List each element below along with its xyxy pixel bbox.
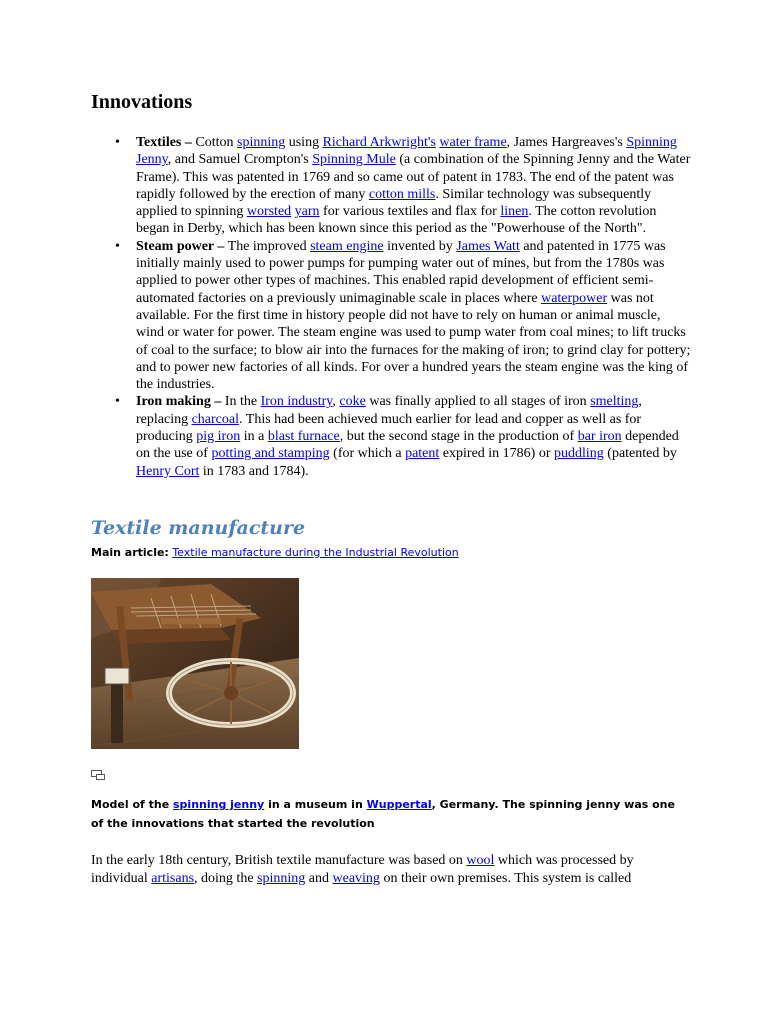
text-run: in a: [240, 429, 268, 445]
enlarge-glyph: [90, 769, 106, 781]
text-run: expired in 1786) or: [439, 446, 554, 462]
text-run: invented by: [383, 238, 457, 254]
link-artisans[interactable]: artisans: [151, 870, 195, 886]
text-run: , but the second stage in the production of: [339, 429, 578, 445]
link-blast-furnace[interactable]: blast furnace: [267, 429, 340, 445]
text-run: for various textiles and flax for: [319, 204, 501, 220]
link-steam-engine[interactable]: steam engine: [310, 238, 384, 254]
text-run: , doing the: [194, 870, 258, 886]
text-run: In the early 18th century, British textile manufacture was based on: [91, 853, 467, 868]
textile-paragraph: [91, 852, 691, 887]
link-worsted[interactable]: worsted: [246, 204, 292, 220]
link-coke[interactable]: coke: [339, 394, 366, 410]
text-run: In the: [221, 394, 261, 410]
link-spinning[interactable]: spinning: [237, 135, 286, 150]
text-run: Cotton: [191, 135, 237, 150]
spinning-jenny-photo[interactable]: [91, 578, 299, 749]
list-item-steam-power: [91, 238, 691, 394]
iron-making-label: Iron making –: [136, 394, 222, 410]
link-charcoal[interactable]: charcoal: [191, 411, 240, 427]
text-run: , Germany. The spinning jenny was one of the innovations that started the revolution: [91, 798, 675, 830]
text-run: . This had been achieved much earlier for lead and copper as well as for producing: [136, 411, 642, 445]
link-yarn[interactable]: yarn: [294, 204, 320, 220]
link-main-article[interactable]: Textile manufacture during the Industrial Revolution: [172, 546, 459, 559]
text-run: (for which a: [329, 446, 406, 462]
enlarge-icon[interactable]: [90, 768, 106, 780]
link-james-watt[interactable]: James Watt: [456, 238, 520, 254]
link-spinning-para[interactable]: spinning: [257, 870, 306, 886]
text-run: and patented in 1775 was initially mainly used to power pumps for pumping water out of mines, but from the 1780s was applied to power other types of machines. This enabled rapid development of efficient semi-automated factories on a previously unimaginable scale in places where: [136, 238, 666, 306]
text-run: . Similar technology was subsequently applied to spinning: [136, 186, 652, 220]
photo-illustration: [91, 578, 299, 749]
main-article-label: Main article:: [91, 546, 169, 559]
text-run: and: [305, 870, 333, 886]
main-article-note: [91, 545, 459, 561]
link-waterpower[interactable]: waterpower: [541, 290, 608, 306]
text-run: (a combination of the Spinning Jenny and the Water Frame). This was patented in 1769 and so came out of patent in 1783. The end of the patent was rapidly followed by the erection of many: [136, 152, 691, 202]
innovations-heading: Innovations: [91, 91, 193, 113]
link-puddling[interactable]: puddling: [554, 446, 604, 462]
text-run: in 1783 and 1784).: [199, 463, 309, 479]
text-run: on their own premises. This system is called: [379, 870, 632, 886]
text-run: was not available. For the first time in history people did not have to rely on human or animal muscle, wind or water for power. The steam engine was used to pump water from coal mines; to lift trucks of coal to the surface; to blow air into the furnaces for the making of iron; to grind clay for pottery; and to power new factories of all kinds. For over a hundred years the steam engine was the king of the industries.: [136, 290, 691, 393]
link-spinning-jenny-caption[interactable]: spinning jenny: [173, 798, 265, 811]
text-run: ,: [332, 394, 340, 410]
text-run: using: [285, 135, 323, 150]
text-run: , and Samuel Crompton's: [167, 152, 313, 168]
bullet-icon: •: [115, 394, 120, 410]
textiles-label: Textiles –: [136, 135, 192, 150]
link-spinning-mule[interactable]: Spinning Mule: [312, 152, 396, 168]
link-wuppertal[interactable]: Wuppertal: [366, 798, 432, 811]
text-run: . The cotton revolution began in Derby, which has been known since this period as the "Powerhouse of the North".: [136, 204, 657, 237]
textile-manufacture-heading: Textile manufacture: [91, 517, 306, 539]
text-run: The improved: [224, 238, 311, 254]
link-patent[interactable]: patent: [405, 446, 440, 462]
photo-caption: [91, 795, 681, 833]
link-water-frame[interactable]: water frame: [439, 135, 507, 150]
bullet-icon: •: [115, 135, 120, 150]
innovations-list: [91, 134, 691, 480]
link-linen[interactable]: linen: [500, 204, 529, 220]
text-run: , replacing: [136, 394, 642, 427]
link-weaving[interactable]: weaving: [332, 870, 380, 886]
link-iron-industry[interactable]: Iron industry: [260, 394, 333, 410]
link-smelting[interactable]: smelting: [590, 394, 639, 410]
link-bar-iron[interactable]: bar iron: [577, 429, 622, 445]
list-item-iron-making: [91, 393, 691, 479]
list-item-textiles: [91, 134, 691, 238]
text-run: , James Hargreaves's: [506, 135, 627, 150]
bullet-icon: •: [115, 238, 120, 254]
text-run: (patented by: [603, 446, 677, 462]
link-richard-arkwright[interactable]: Richard Arkwright's: [322, 135, 436, 150]
link-spinning-jenny[interactable]: Spinning Jenny: [136, 135, 677, 168]
text-run: which was processed by individual: [91, 853, 634, 886]
text-run: depended on the use of: [136, 429, 679, 462]
text-run: Model of the: [91, 798, 173, 811]
link-wool[interactable]: wool: [466, 853, 495, 868]
link-pig-iron[interactable]: pig iron: [196, 429, 241, 445]
text-run: in a museum in: [264, 798, 367, 811]
text-run: was finally applied to all stages of iron: [365, 394, 591, 410]
link-cotton-mills[interactable]: cotton mills: [368, 186, 436, 202]
link-henry-cort[interactable]: Henry Cort: [136, 463, 200, 479]
link-potting-and-stamping[interactable]: potting and stamping: [211, 446, 330, 462]
steam-power-label: Steam power –: [136, 238, 225, 254]
